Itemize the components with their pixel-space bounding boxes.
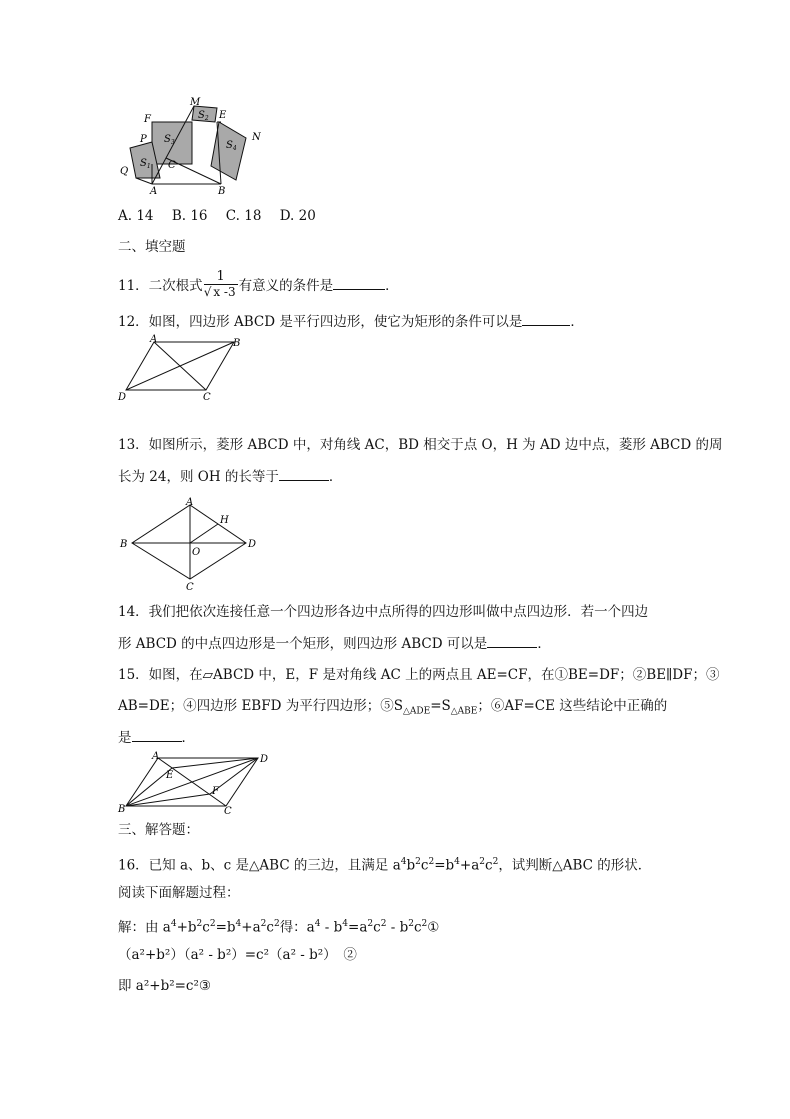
option-b: B. 16	[171, 208, 208, 224]
q16-solution-step2: （a²+b²）（a² - b²）=c²（a² - b²） ②	[118, 947, 357, 963]
q11-denominator: √ x -3	[203, 285, 236, 299]
q13-blank[interactable]	[279, 466, 329, 481]
fig15-label-a: A	[152, 751, 160, 762]
section3-title: 三、解答题：	[118, 822, 199, 838]
q11-suffix: 有意义的条件是	[238, 278, 334, 294]
label-m: M	[190, 97, 201, 108]
q12-text: 12．如图，四边形 ABCD 是平行四边形，使它为矩形的条件可以是	[118, 314, 523, 330]
q12-end: ．	[570, 314, 584, 330]
sol: - b	[320, 919, 343, 936]
question-15-line1: 15．如图，在▱ABCD 中，E，F 是对角线 AC 上的两点且 AE=CF，在①BE=DF；②BE∥DF；③	[118, 667, 720, 683]
sol: ①	[427, 919, 440, 936]
option-d: D. 20	[279, 208, 316, 224]
fig12-label-c: C	[203, 392, 211, 402]
q16-b: b	[406, 857, 416, 874]
question-13-line1: 13．如图所示，菱形 ABCD 中，对角线 AC，BD 相交于点 O，H 为 AD 边中点，菱形 ABCD 的周	[118, 437, 723, 453]
exp: 2	[428, 857, 435, 867]
figure-12-parallelogram	[116, 334, 246, 402]
sol: 解：由 a	[118, 919, 171, 936]
sol: c	[202, 919, 210, 936]
label-p: P	[140, 134, 147, 145]
q15-text-c: 是	[118, 730, 132, 746]
q16-g: ，试判断△ABC 的形状．	[498, 857, 652, 874]
fig15-label-f: F	[212, 786, 219, 797]
label-s4: $S_4$	[226, 140, 237, 152]
exp: 2	[380, 919, 387, 929]
exp: 2	[479, 857, 486, 867]
exp: 4	[454, 857, 460, 867]
sol: +a	[241, 919, 261, 936]
fig12-label-a: A	[150, 334, 158, 345]
exp: 2	[260, 919, 267, 929]
q16-a: 16．已知 a、b、c 是△ABC 的三边，且满足 a	[118, 857, 401, 874]
q16-e: +a	[459, 857, 480, 874]
q11-blank[interactable]	[333, 275, 385, 290]
sol: =b	[215, 919, 236, 936]
q14-end: ．	[537, 636, 551, 652]
label-n: N	[252, 132, 261, 143]
label-q: Q	[120, 166, 129, 177]
squares-figure	[116, 96, 266, 196]
question-14-line2	[118, 633, 551, 654]
q12-blank[interactable]	[522, 311, 570, 326]
figure-13-rhombus	[116, 497, 266, 593]
q16-d: =b	[434, 857, 455, 874]
exp: 2	[209, 919, 216, 929]
q15-text-a: AB=DE；④四边形 EBFD 为平行四边形；⑤S	[118, 698, 403, 714]
exp: 2	[408, 919, 414, 929]
sol: 得：a	[279, 919, 315, 936]
fig13-label-c: C	[186, 582, 194, 593]
q16-read: 阅读下面解题过程：	[118, 885, 240, 901]
fig15-label-b: B	[118, 804, 126, 815]
fig12-label-b: B	[233, 338, 241, 349]
fig13-label-o: O	[192, 547, 201, 558]
sol: c	[413, 919, 422, 936]
option-a: A. 14	[118, 208, 154, 224]
q16-c: c	[420, 857, 429, 874]
sol: c	[266, 919, 274, 936]
q11-numerator: 1	[216, 269, 225, 284]
q15-eq: =S	[430, 698, 451, 714]
section2-title: 二、填空题	[118, 239, 186, 255]
label-f: F	[144, 114, 151, 125]
fig13-label-d: D	[248, 539, 257, 550]
question-16	[118, 852, 651, 876]
sol: =a	[348, 919, 368, 936]
q14-text: 形 ABCD 的中点四边形是一个矩形，则四边形 ABCD 可以是	[118, 636, 488, 652]
question-13-line2	[118, 466, 342, 487]
exp: 2	[421, 919, 428, 929]
fig15-label-d: D	[260, 754, 269, 765]
q15-blank[interactable]	[132, 727, 182, 742]
label-s2: $S_2$	[198, 110, 209, 122]
exp: 2	[367, 919, 374, 929]
exp: 4	[314, 919, 321, 929]
option-c: C. 18	[225, 208, 262, 224]
fig12-label-d: D	[118, 392, 127, 402]
q15-sub1: △ADE	[402, 706, 431, 717]
q13-end: ．	[328, 469, 343, 485]
q14-blank[interactable]	[487, 633, 537, 648]
label-c: C	[168, 160, 176, 171]
exp: 4	[342, 919, 349, 929]
q11-prefix: 11．二次根式	[118, 278, 203, 294]
question-15-line2	[118, 696, 667, 722]
sol: - b	[386, 919, 409, 936]
q15-end: ．	[181, 730, 195, 746]
question-15-line3	[118, 727, 195, 748]
figure-15-parallelogram	[116, 750, 276, 816]
question-14-line1: 14．我们把依次连接任意一个四边形各边中点所得的四边形叫做中点四边形．若一个四边	[118, 604, 649, 620]
label-b: B	[218, 186, 226, 196]
exp: 2	[196, 919, 203, 929]
square-s4	[211, 122, 246, 180]
exp: 2	[415, 857, 421, 867]
q11-end: ．	[385, 278, 399, 294]
exp: 4	[235, 919, 242, 929]
question-12	[118, 311, 584, 332]
q10-options	[118, 206, 330, 226]
exp: 4	[400, 857, 407, 867]
label-a: A	[150, 186, 158, 196]
fig13-label-a: A	[186, 497, 194, 508]
exp: 2	[273, 919, 280, 929]
label-e: E	[219, 110, 227, 121]
exp: 2	[492, 857, 499, 867]
q11-fraction	[204, 270, 238, 299]
sol: c	[373, 919, 381, 936]
q16-f: c	[485, 857, 493, 874]
q11-radicand: x -3	[213, 285, 236, 299]
fig13-label-h: H	[220, 515, 229, 526]
fig15-label-e: E	[166, 770, 174, 781]
q15-sub2: △ABE	[450, 706, 478, 717]
q13-text: 长为 24，则 OH 的长等于	[118, 469, 279, 485]
fig15-label-c: C	[224, 806, 232, 816]
label-s3: $S_3$	[164, 134, 175, 146]
sol: +b	[176, 919, 197, 936]
exp: 4	[170, 919, 177, 929]
fig13-label-b: B	[120, 539, 128, 550]
label-s1: $S_1$	[140, 158, 151, 170]
q16-solution-step1	[118, 914, 439, 938]
q16-solution-step3: 即 a²+b²=c²③	[118, 978, 212, 994]
q15-text-b: ；⑥AF=CE 这些结论中正确的	[477, 698, 668, 714]
question-11	[118, 269, 399, 301]
